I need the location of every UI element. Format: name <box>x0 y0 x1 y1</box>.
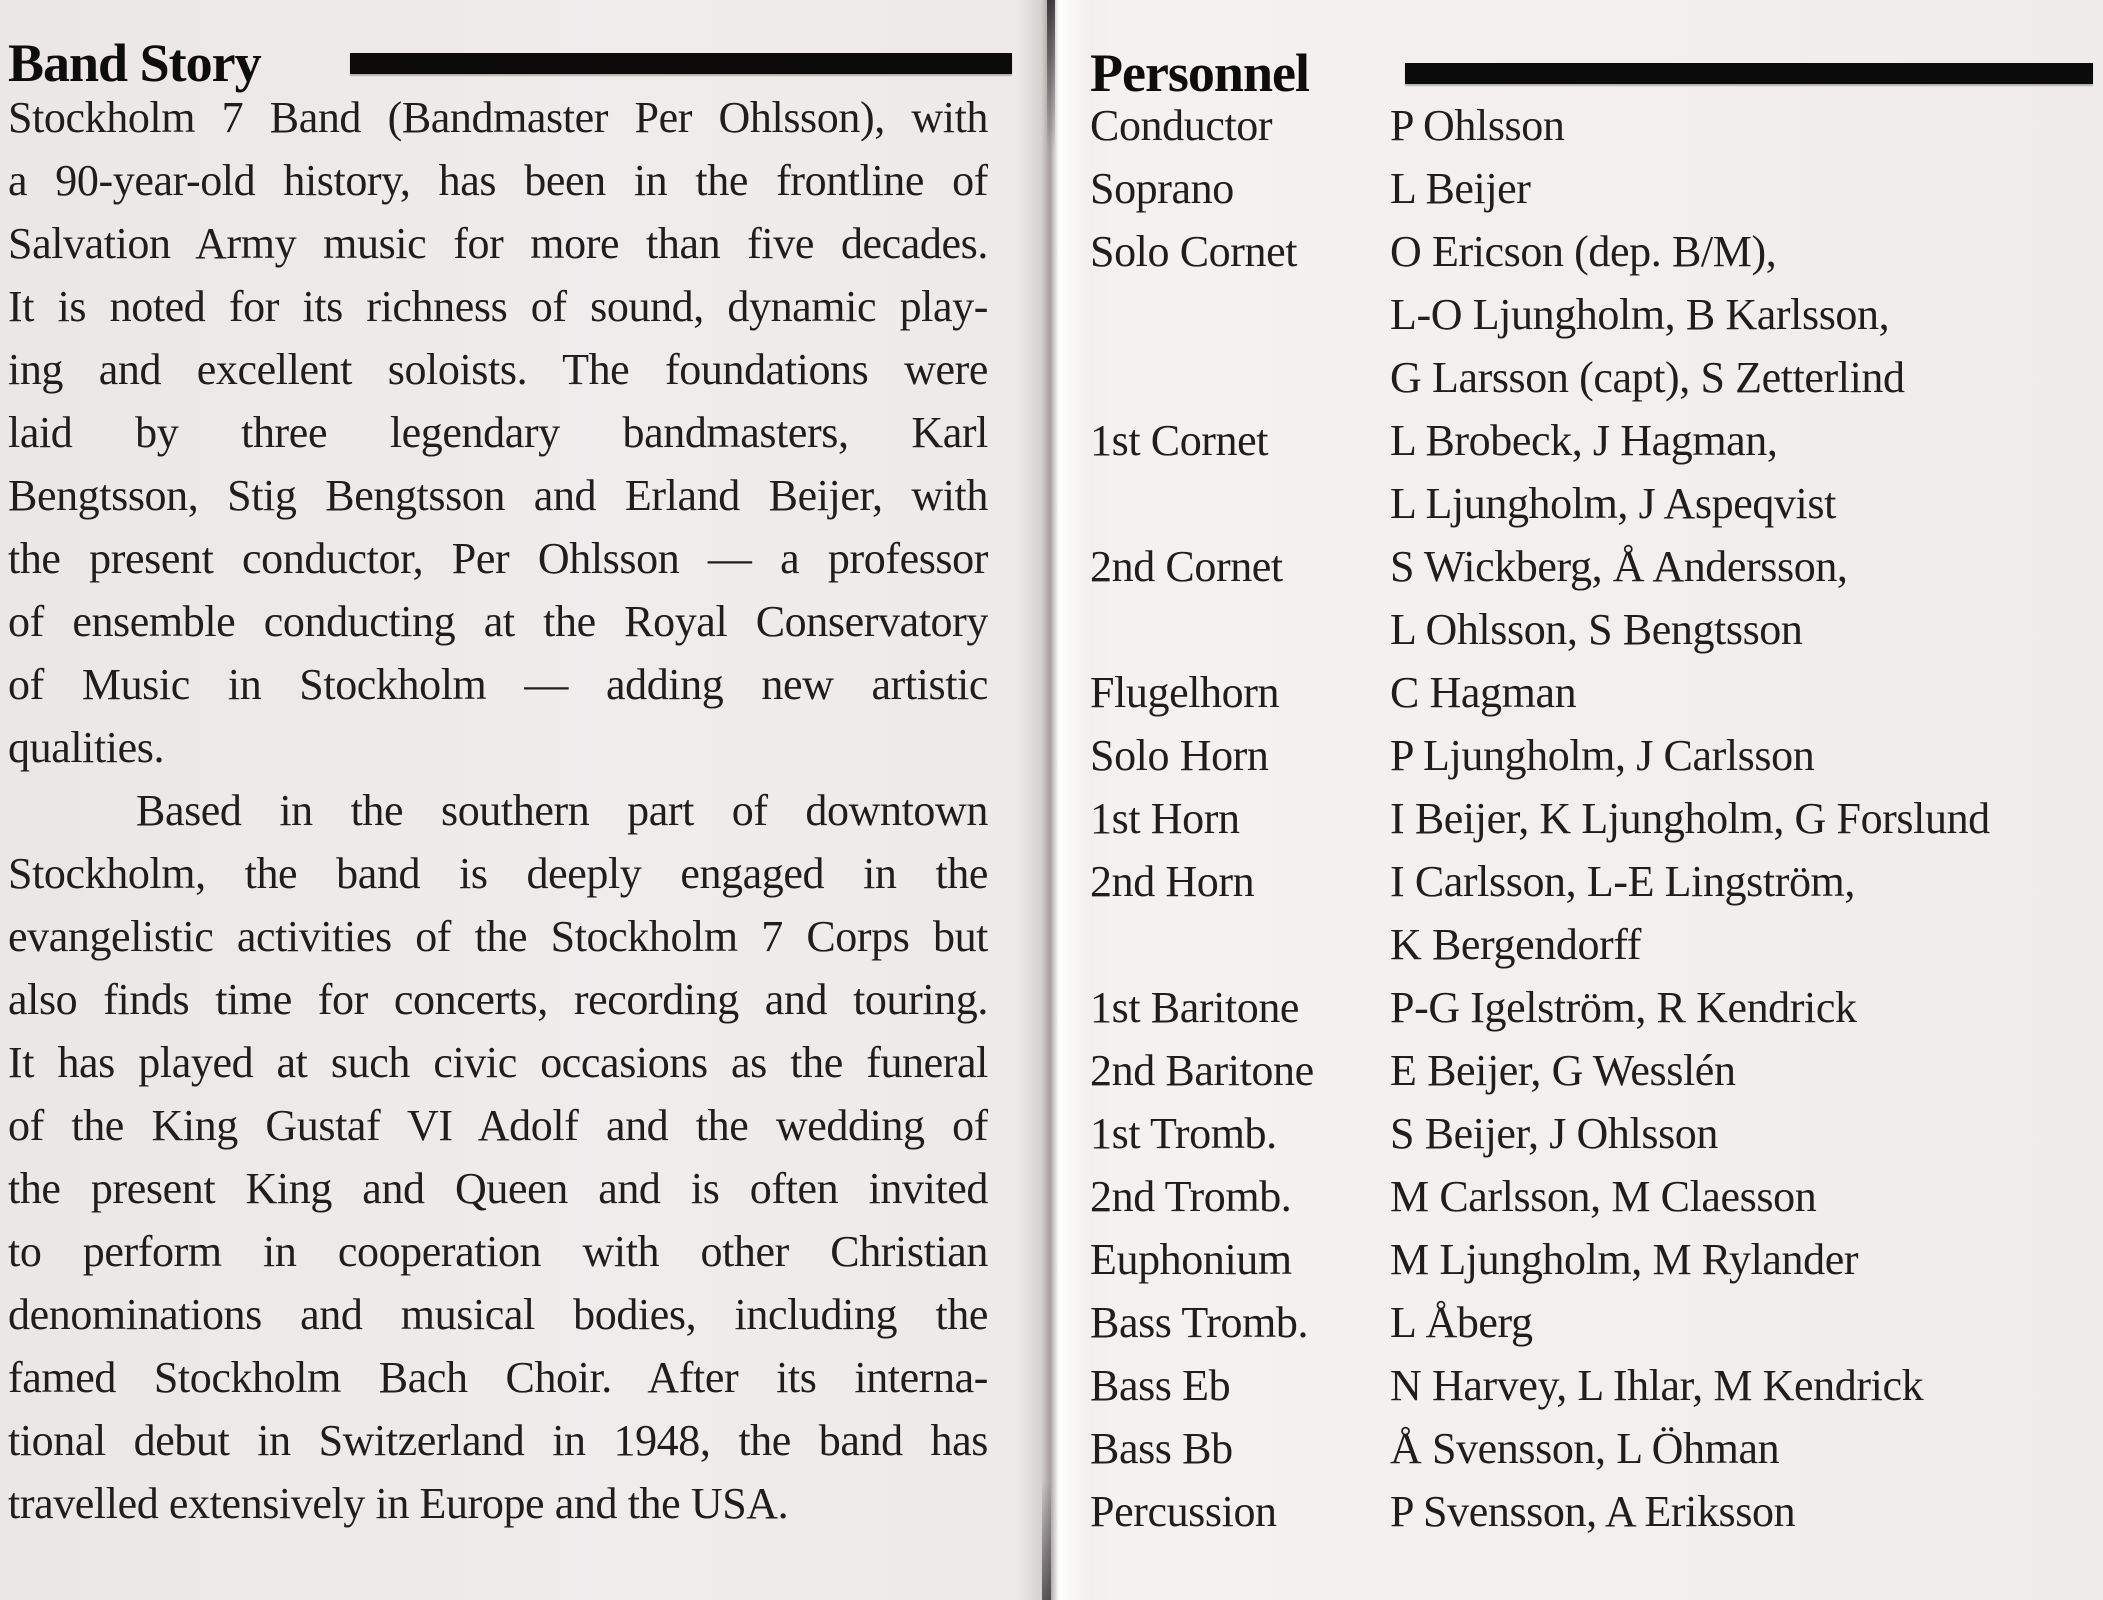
personnel-names: S Beijer, J Ohlsson <box>1390 1109 1718 1158</box>
personnel-role: Bass Eb <box>1090 1361 1231 1410</box>
story-line: Based in the southern part of downtown <box>136 786 988 835</box>
personnel-row <box>1090 409 2100 472</box>
personnel-names: G Larsson (capt), S Zetterlind <box>1390 353 1905 402</box>
personnel-names: P Svensson, A Eriksson <box>1390 1487 1796 1536</box>
personnel-role <box>1090 346 1390 409</box>
personnel-role: 2nd Horn <box>1090 857 1255 906</box>
personnel-role <box>1090 472 1390 535</box>
story-line: ing and excellent soloists. The foundations were <box>8 345 988 394</box>
story-line: to perform in cooperation with other Christian <box>8 1227 988 1276</box>
personnel-names: L Beijer <box>1390 164 1531 213</box>
personnel-role: Solo Horn <box>1090 731 1269 780</box>
personnel-row <box>1090 598 2100 661</box>
personnel-row <box>1090 94 2100 157</box>
personnel-names: Å Svensson, L Öhman <box>1390 1424 1780 1473</box>
story-line: a 90-year-old history, has been in the frontline of <box>8 156 988 205</box>
personnel-role: Euphonium <box>1090 1235 1292 1284</box>
story-line: also finds time for concerts, recording and touring. <box>8 975 988 1024</box>
band-story-section <box>8 0 1012 1600</box>
personnel-role: 1st Horn <box>1090 794 1240 843</box>
personnel-section <box>1090 0 2103 1600</box>
personnel-row <box>1090 157 2100 220</box>
personnel-role: 1st Cornet <box>1090 416 1269 465</box>
story-line: qualities. <box>8 723 165 772</box>
personnel-row <box>1090 661 2100 724</box>
personnel-row <box>1090 1291 2100 1354</box>
personnel-row <box>1090 1102 2100 1165</box>
personnel-role <box>1090 598 1390 661</box>
story-line: It has played at such civic occasions as the funeral <box>8 1038 988 1087</box>
personnel-role <box>1090 913 1390 976</box>
personnel-names: P-G Igelström, R Kendrick <box>1390 983 1857 1032</box>
story-line: evangelistic activities of the Stockholm 7 Corps but <box>8 912 988 961</box>
story-line: of the King Gustaf VI Adolf and the wedding of <box>8 1101 988 1150</box>
story-line: tional debut in Switzerland in 1948, the band has <box>8 1416 988 1465</box>
personnel-row <box>1090 472 2100 535</box>
personnel-names: E Beijer, G Wesslén <box>1390 1046 1736 1095</box>
personnel-roster <box>1090 94 2100 1543</box>
band-story-rule <box>350 53 1012 74</box>
personnel-names: N Harvey, L Ihlar, M Kendrick <box>1390 1361 1924 1410</box>
story-line: Salvation Army music for more than five decades. <box>8 219 988 268</box>
story-line: of Music in Stockholm — adding new artistic <box>8 660 988 709</box>
personnel-row <box>1090 976 2100 1039</box>
personnel-role <box>1090 283 1390 346</box>
story-line: Stockholm, the band is deeply engaged in the <box>8 849 988 898</box>
personnel-row <box>1090 283 2100 346</box>
story-line: the present King and Queen and is often invited <box>8 1164 988 1213</box>
personnel-names: L Brobeck, J Hagman, <box>1390 416 1778 465</box>
story-line: the present conductor, Per Ohlsson — a professor <box>8 534 988 583</box>
story-line: famed Stockholm Bach Choir. After its interna- <box>8 1353 988 1402</box>
personnel-role: 2nd Tromb. <box>1090 1172 1292 1221</box>
personnel-role: 1st Baritone <box>1090 983 1300 1032</box>
story-line: laid by three legendary bandmasters, Karl <box>8 408 988 457</box>
personnel-role: Bass Tromb. <box>1090 1298 1309 1347</box>
personnel-role: Conductor <box>1090 101 1273 150</box>
story-line: Bengtsson, Stig Bengtsson and Erland Beijer, with <box>8 471 988 520</box>
personnel-role: 2nd Baritone <box>1090 1046 1314 1095</box>
personnel-role: Percussion <box>1090 1487 1277 1536</box>
personnel-names: L Ohlsson, S Bengtsson <box>1390 605 1803 654</box>
personnel-role: 2nd Cornet <box>1090 542 1283 591</box>
personnel-names: I Carlsson, L-E Lingström, <box>1390 857 1855 906</box>
personnel-rule <box>1405 63 2093 84</box>
personnel-names: I Beijer, K Ljungholm, G Forslund <box>1390 794 1990 843</box>
personnel-row <box>1090 850 2100 913</box>
personnel-names: P Ljungholm, J Carlsson <box>1390 731 1815 780</box>
band-story-text <box>8 86 988 1535</box>
personnel-names: O Ericson (dep. B/M), <box>1390 227 1777 276</box>
personnel-row <box>1090 346 2100 409</box>
personnel-row <box>1090 1039 2100 1102</box>
personnel-names: M Carlsson, M Claesson <box>1390 1172 1817 1221</box>
personnel-row <box>1090 1165 2100 1228</box>
personnel-row <box>1090 535 2100 598</box>
story-line: denominations and musical bodies, including the <box>8 1290 988 1339</box>
personnel-row <box>1090 220 2100 283</box>
personnel-names: L-O Ljungholm, B Karlsson, <box>1390 290 1890 339</box>
personnel-row <box>1090 1354 2100 1417</box>
personnel-names: L Åberg <box>1390 1298 1533 1347</box>
story-line: Stockholm 7 Band (Bandmaster Per Ohlsson), with <box>8 93 988 142</box>
personnel-row <box>1090 913 2100 976</box>
story-line: travelled extensively in Europe and the USA. <box>8 1479 789 1528</box>
personnel-names: C Hagman <box>1390 668 1577 717</box>
personnel-role: 1st Tromb. <box>1090 1109 1277 1158</box>
personnel-row <box>1090 1417 2100 1480</box>
band-story-title: Band Story <box>8 33 261 93</box>
personnel-names: P Ohlsson <box>1390 101 1565 150</box>
personnel-role: Bass Bb <box>1090 1424 1233 1473</box>
personnel-role: Soprano <box>1090 164 1234 213</box>
story-line: It is noted for its richness of sound, dynamic play- <box>8 282 988 331</box>
page-fold-crease <box>1016 0 1090 1600</box>
personnel-names: K Bergendorff <box>1390 920 1642 969</box>
personnel-row <box>1090 724 2100 787</box>
personnel-names: S Wickberg, Å Andersson, <box>1390 542 1848 591</box>
story-line: of ensemble conducting at the Royal Conservatory <box>8 597 988 646</box>
personnel-role: Solo Cornet <box>1090 227 1298 276</box>
personnel-names: L Ljungholm, J Aspeqvist <box>1390 479 1836 528</box>
personnel-row <box>1090 1228 2100 1291</box>
personnel-title: Personnel <box>1090 43 1309 103</box>
personnel-row <box>1090 787 2100 850</box>
personnel-role: Flugelhorn <box>1090 668 1280 717</box>
personnel-row <box>1090 1480 2100 1543</box>
personnel-names: M Ljungholm, M Rylander <box>1390 1235 1859 1284</box>
